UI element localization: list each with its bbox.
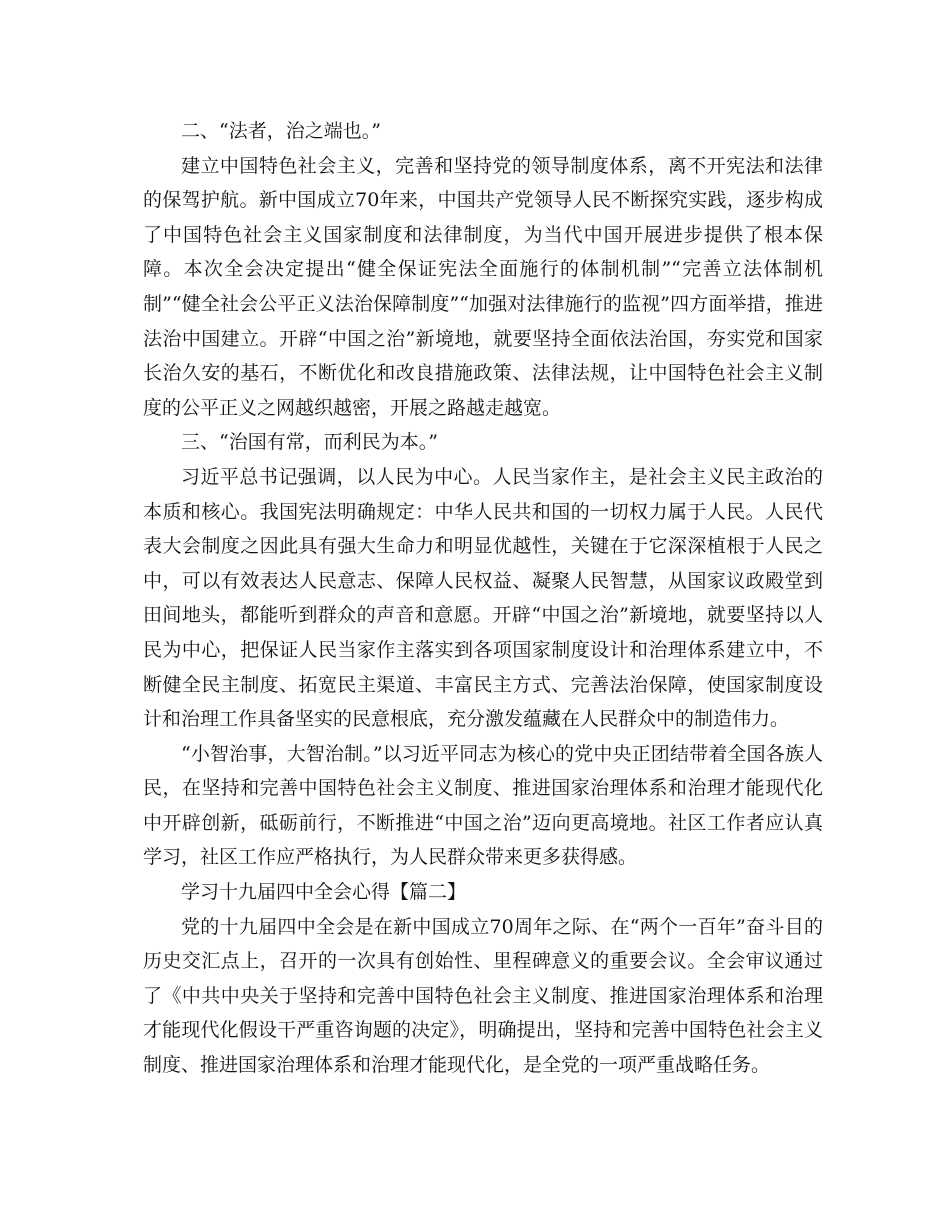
body-paragraph: 习近平总书记强调，以人民为中心。人民当家作主，是社会主义民主政治的本质和核心。我国宪法明确规定：中华人民共和国的一切权力属于人民。人民代表大会制度之因此具有强大生命力和明显优越性，关键在于它深深植根于人民之中，可以有效表达人民意志、保障人民权益、凝聚人民智慧，从国家议政殿堂到田间地头，都能听到群众的声音和意愿。开辟“中国之治”新境地，就要坚持以人民为中心，把保证人民当家作主落实到各项国家制度设计和治理体系建立中，不断健全民主制度、拓宽民主渠道、丰富民主方式、完善法治保障，使国家制度设计和治理工作具备坚实的民意根底，充分激发蕴藏在人民群众中的制造伟力。	[143, 465, 823, 731]
section-heading: 二、“法者，治之端也。”	[181, 120, 381, 142]
section-heading: 学习十九届四中全会心得【篇二】	[181, 881, 467, 904]
body-paragraph: 党的十九届四中全会是在新中国成立70周年之际、在“两个一百年”奋斗目的历史交汇点上，召开的一次具有创始性、里程碑意义的重要会议。全会审议通过了《中共中央关于坚持和完善中国特色社会主义制度、推进国家治理体系和治理才能现代化假设干严重咨询题的决定》，明确提出，坚持和完善中国特色社会主义制度、推进国家治理体系和治理才能现代化，是全党的一项严重战略任务。	[143, 915, 823, 1077]
body-paragraph: “小智治事，大智治制。”以习近平同志为核心的党中央正团结带着全国各族人民，在坚持和完善中国特色社会主义制度、推进国家治理体系和治理才能现代化中开辟创新，砥砺前行，不断推进“中国之治”迈向更高境地。社区工作者应认真学习，社区工作应严格执行，为人民群众带来更多获得感。	[143, 742, 823, 869]
section-heading: 三、“治国有常，而利民为本。”	[181, 431, 438, 454]
body-paragraph: 建立中国特色社会主义，完善和坚持党的领导制度体系，离不开宪法和法律的保驾护航。新中国成立70年来，中国共产党领导人民不断探究实践，逐步构成了中国特色社会主义国家制度和法律制度，为当代中国开展进步提供了根本保障。本次全会决定提出“健全保证宪法全面施行的体制机制”“完善立法体制机制”“健全社会公平正义法治保障制度”“加强对法律施行的监视”四方面举措，推进法治中国建立。开辟“中国之治”新境地，就要坚持全面依法治国，夯实党和国家长治久安的基石，不断优化和改良措施政策、法律法规，让中国特色社会主义制度的公平正义之网越织越密，开展之路越走越宽。	[143, 154, 823, 419]
document-body	[143, 114, 823, 1083]
